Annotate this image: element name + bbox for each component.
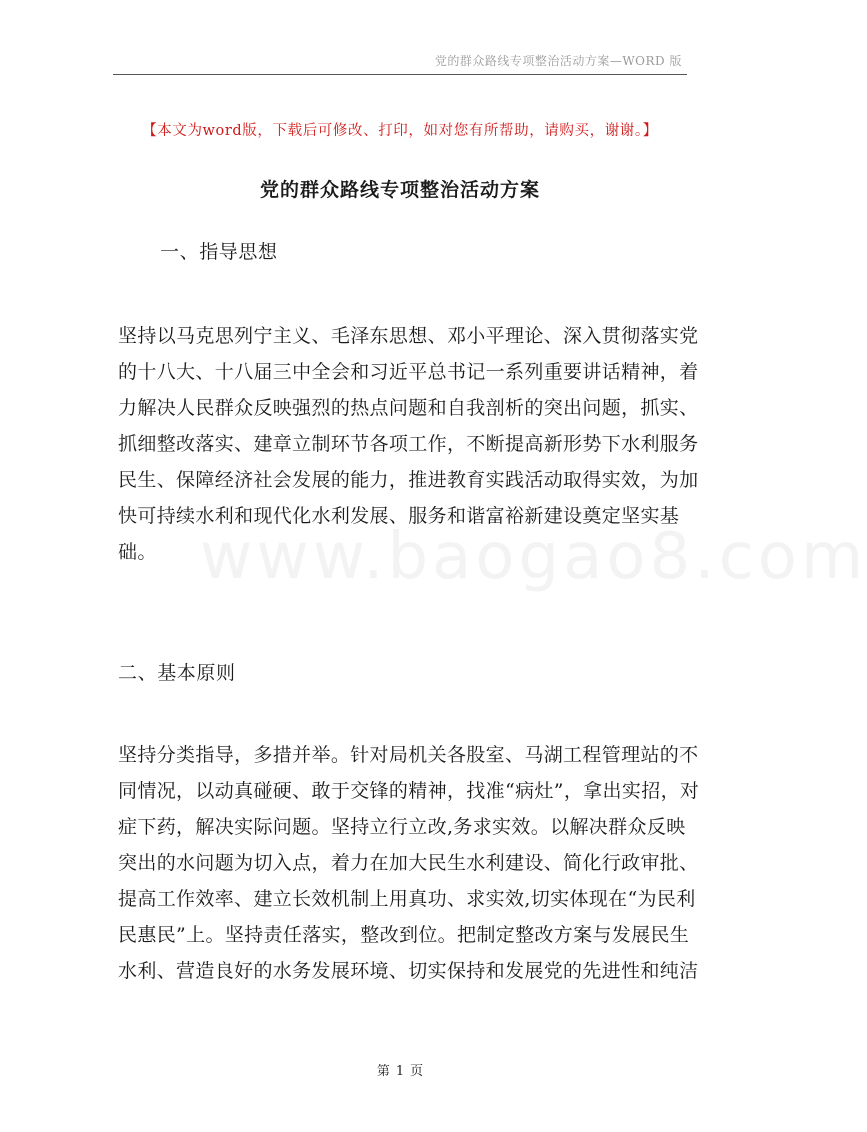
paragraph-line: 突出的水问题为切入点，着力在加大民生水利建设、简化行政审批、 bbox=[118, 852, 699, 874]
page-number: 1 bbox=[395, 1064, 405, 1079]
section-paragraph-basic-principles bbox=[118, 737, 700, 989]
paragraph-line: 提高工作效率、建立长效机制上用真功、求实效,切实体现在“为民利 bbox=[118, 888, 696, 910]
paragraph-line: 症下药，解决实际问题。坚持立行立改,务求实效。以解决群众反映 bbox=[118, 816, 686, 838]
paragraph-line: 民惠民”上。坚持责任落实，整改到位。把制定整改方案与发展民生 bbox=[118, 924, 690, 946]
watermark: www.baogao8.com bbox=[200, 520, 867, 594]
paragraph-line: 民生、保障经济社会发展的能力，推进教育实践活动取得实效，为加 bbox=[118, 469, 699, 491]
paragraph-line: 快可持续水利和现代化水利发展、服务和谐富裕新建设奠定坚实基 bbox=[118, 505, 680, 527]
page-number-suffix: 页 bbox=[410, 1064, 424, 1079]
running-header: 党的群众路线专项整治活动方案—WORD 版 bbox=[434, 54, 682, 68]
section-heading-basic-principles: 二、基本原则 bbox=[118, 662, 236, 684]
page-number-prefix: 第 bbox=[376, 1064, 390, 1079]
paragraph-line: 力解决人民群众反映强烈的热点问题和自我剖析的突出问题，抓实、 bbox=[118, 397, 699, 419]
document-title: 党的群众路线专项整治活动方案 bbox=[259, 179, 540, 201]
paragraph-line: 同情况，以动真碰硬、敢于交锋的精神，找准“病灶”，拿出实招，对 bbox=[118, 780, 700, 802]
section-heading-guiding-ideology: 一、指导思想 bbox=[160, 241, 278, 263]
header-divider bbox=[113, 74, 687, 75]
paragraph-line: 水利、营造良好的水务发展环境、切实保持和发展党的先进性和纯洁 bbox=[118, 960, 699, 982]
page-footer bbox=[0, 1060, 800, 1079]
paragraph-line: 坚持分类指导，多措并举。针对局机关各股室、马湖工程管理站的不 bbox=[118, 744, 699, 766]
purchase-notice: 【本文为word版，下载后可修改、打印，如对您有所帮助，请购买，谢谢。】 bbox=[142, 123, 658, 139]
paragraph-line: 的十八大、十八届三中全会和习近平总书记一系列重要讲话精神，着 bbox=[118, 361, 699, 383]
paragraph-line: 坚持以马克思列宁主义、毛泽东思想、邓小平理论、深入贯彻落实党 bbox=[118, 325, 699, 347]
paragraph-line: 础。 bbox=[118, 541, 157, 563]
paragraph-line: 抓细整改落实、建章立制环节各项工作，不断提高新形势下水利服务 bbox=[118, 433, 699, 455]
